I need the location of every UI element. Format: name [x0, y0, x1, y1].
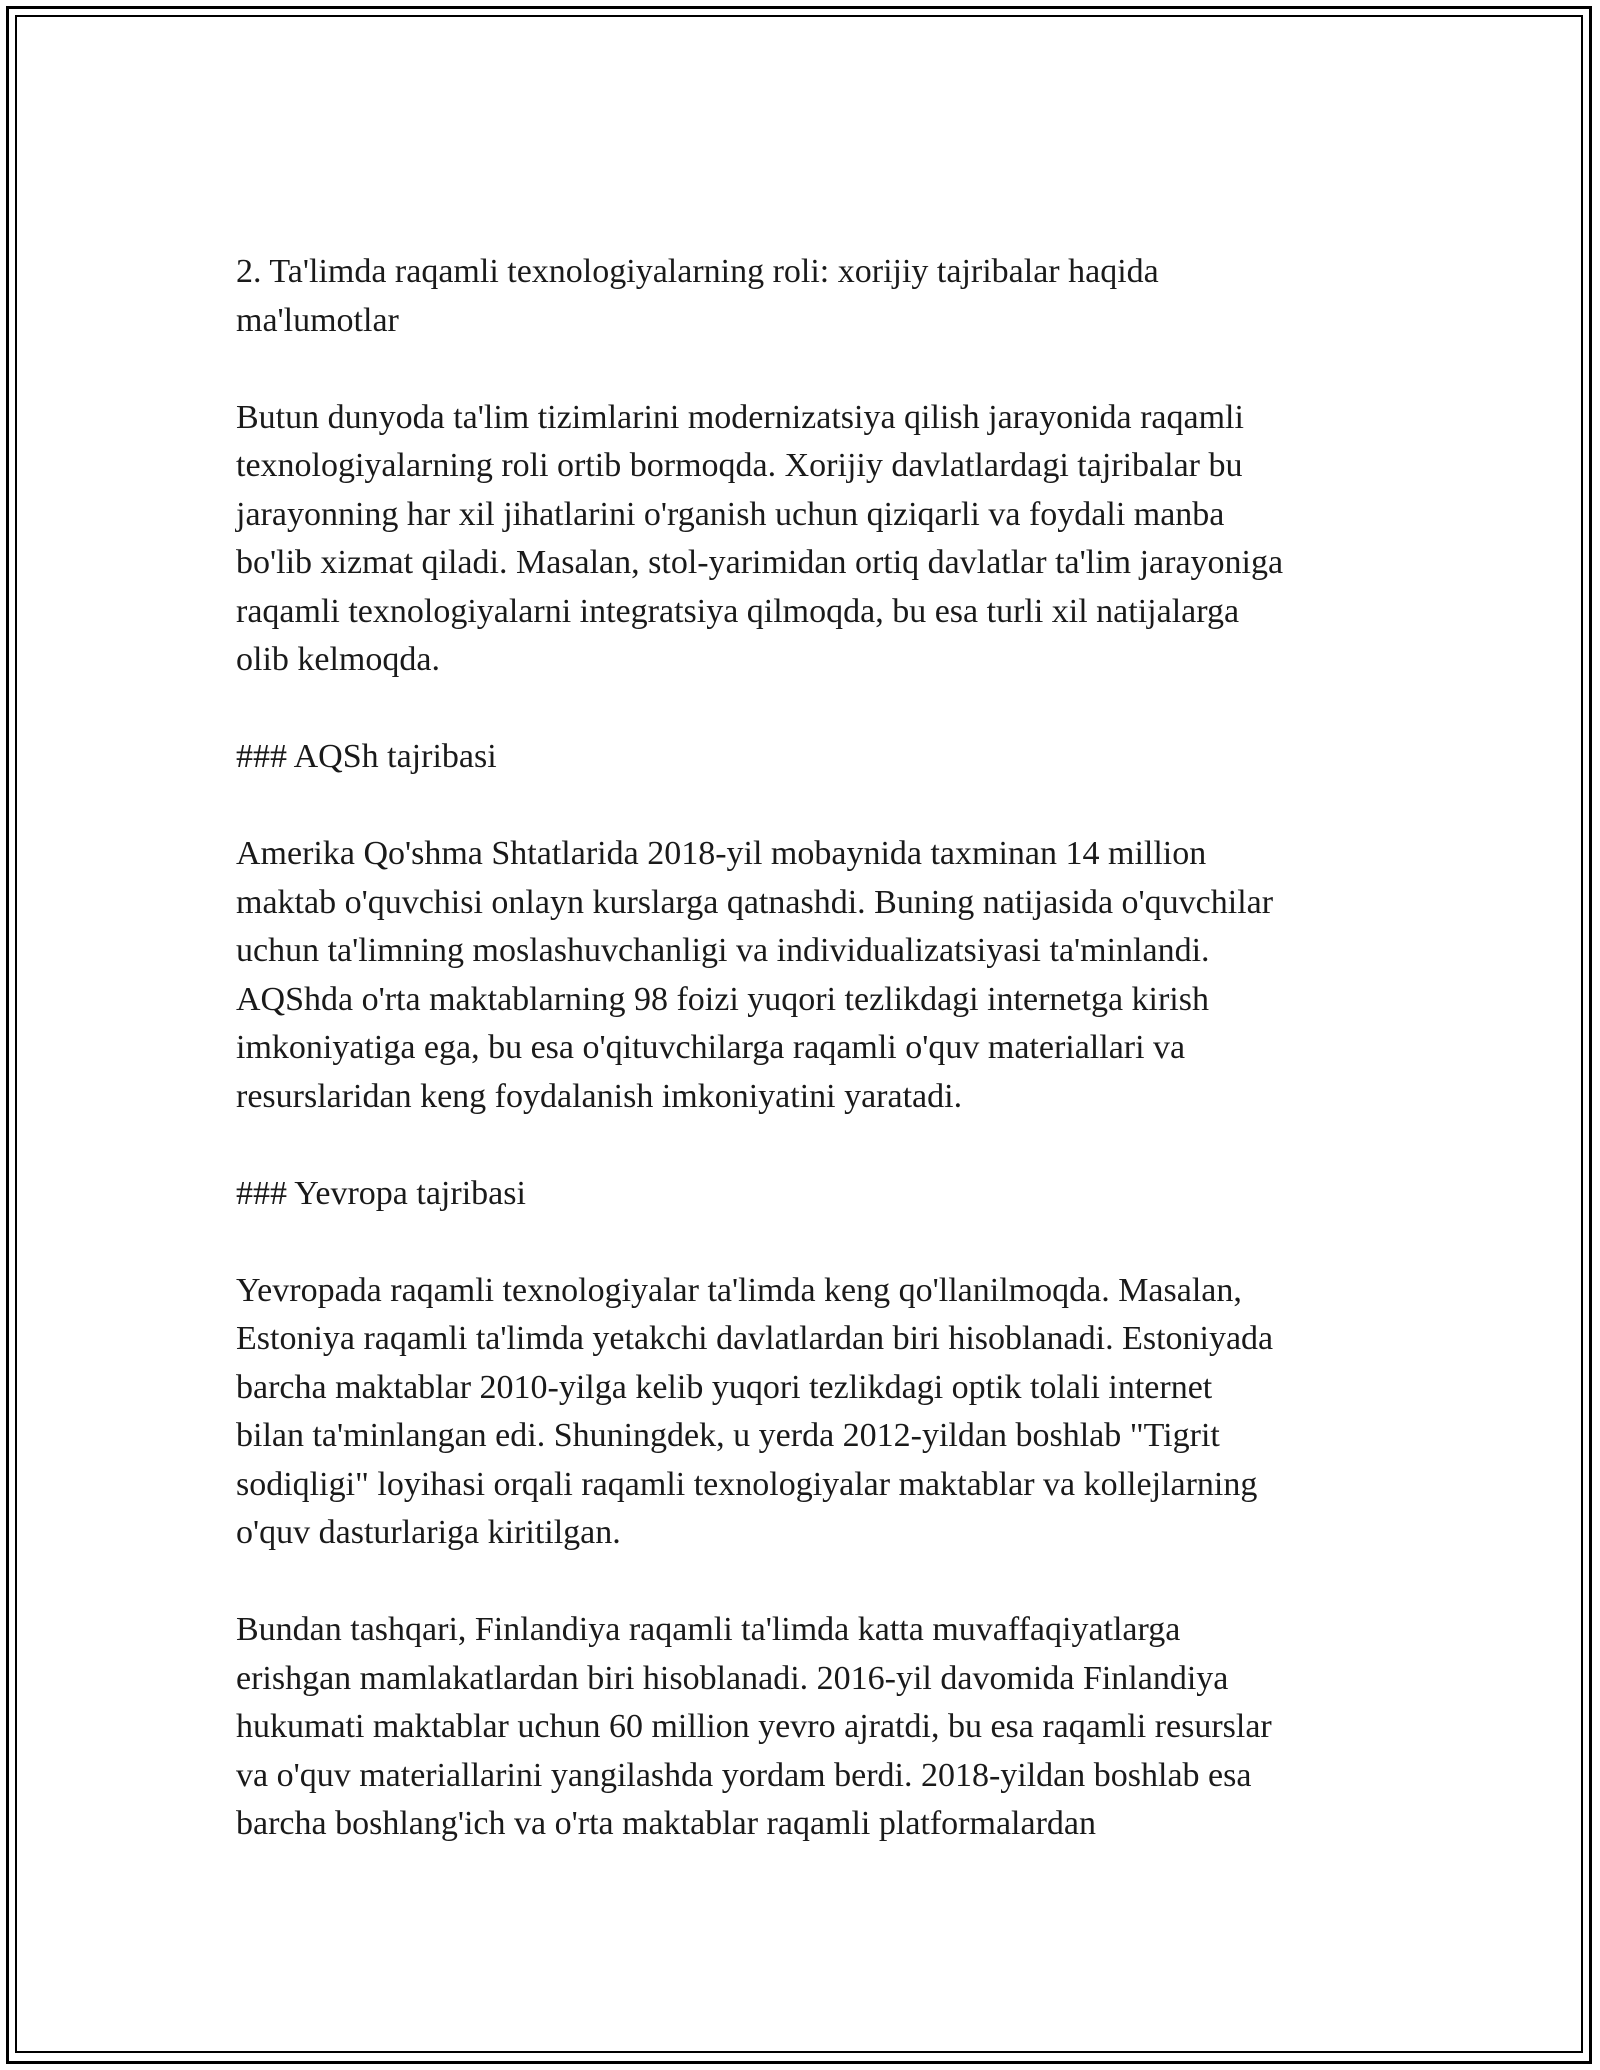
intro-paragraph: Butun dunyoda ta'lim tizimlarini modernizatsiya qilish jarayonida raqamli texnologiyalarning roli ortib bormoqda. Xorijiy davlatlardagi tajribalar bu jarayonning har xil jihatlarini o'rganish uchun qiziqarli va foydali manba bo'lib xizmat qiladi. Masalan, stol-yarimidan ortiq davlatlar ta'lim jarayoniga raqamli texnologiyalarni integratsiya qilmoqda, bu esa turli xil natijalarga olib kelmoqda.: [236, 398, 1284, 678]
document-title: 2. Ta'limda raqamli texnologiyalarning roli: xorijiy tajribalar haqida ma'lumotlar: [236, 253, 1159, 339]
estonia-paragraph: Yevropada raqamli texnologiyalar ta'limda keng qo'llanilmoqda. Masalan, Estoniya raqamli ta'limda yetakchi davlatlardan biri hisoblanadi. Estoniyada barcha maktablar 2010-yilga kelib yuqori tezlikdagi optik tolali internet bilan ta'minlangan edi. Shuningdek, u yerda 2012-yildan boshlab "Tigrit sodiqligi" loyihasi orqali raqamli texnologiyalar maktablar va kollejlarning o'quv dasturlariga kiritilgan.: [236, 1271, 1274, 1551]
finland-paragraph: Bundan tashqari, Finlandiya raqamli ta'limda katta muvaffaqiyatlarga erishgan mamlakatlardan biri hisoblanadi. 2016-yil davomida Finlandiya hukumati maktablar uchun 60 million yevro ajratdi, bu esa raqamli resurslar va o'quv materiallarini yangilashda yordam berdi. 2018-yildan boshlab esa barcha boshlang'ich va o'rta maktablar raqamli platformalardan: [236, 1611, 1272, 1842]
document-body: [236, 248, 1396, 1849]
usa-section-paragraph: Amerika Qo'shma Shtatlarida 2018-yil mobaynida taxminan 14 million maktab o'quvchisi onlayn kurslarga qatnashdi. Buning natijasida o'quvchilar uchun ta'limning moslashuvchanligi va individualizatsiyasi ta'minlandi. AQShda o'rta maktablarning 98 foizi yuqori tezlikdagi internetga kirish imkoniyatiga ega, bu esa o'qituvchilarga raqamli o'quv materiallari va resurslaridan keng foydalanish imkoniyatini yaratadi.: [236, 835, 1274, 1115]
usa-section-heading: ### AQSh tajribasi: [236, 738, 497, 775]
europe-section-heading: ### Yevropa tajribasi: [236, 1174, 526, 1212]
